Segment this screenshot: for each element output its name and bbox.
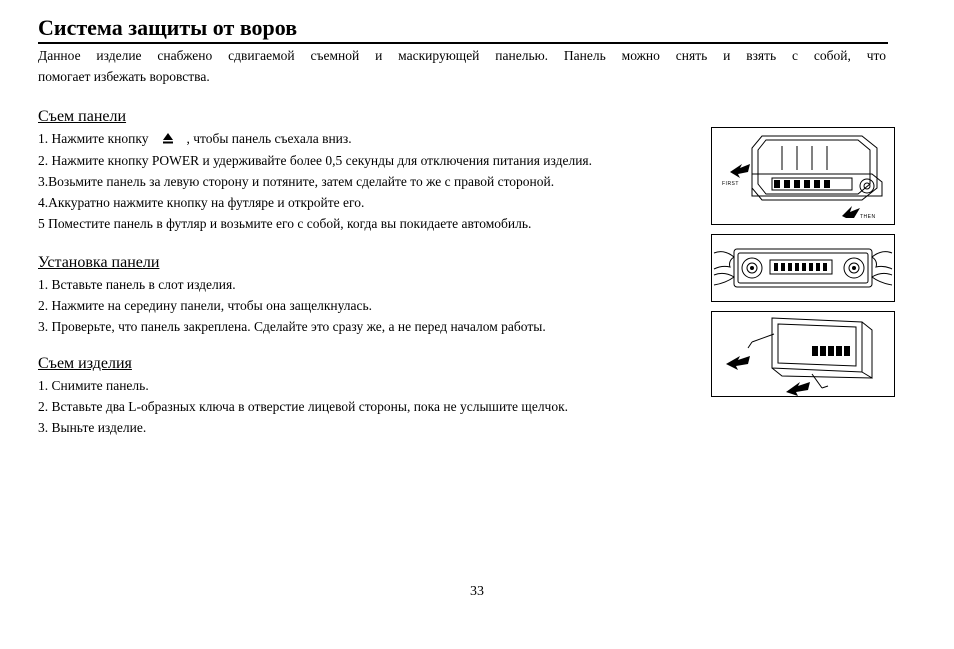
section-unit-removal xyxy=(38,353,568,438)
step-3: 3. Выньте изделие. xyxy=(38,420,147,435)
section-heading: Съем изделия xyxy=(38,355,132,372)
arrow-left-icon xyxy=(786,382,810,396)
figure-panel-removal xyxy=(711,127,895,225)
page-number: 33 xyxy=(470,584,484,599)
section-heading: Съем панели xyxy=(38,108,127,125)
step-3: 3. Проверьте, что панель закреплена. Сделайте это сразу же, а не перед началом работы. xyxy=(38,319,546,334)
section-panel-install xyxy=(38,252,546,337)
figure-panel-install xyxy=(711,234,895,302)
panel-removal-illustration xyxy=(712,128,894,224)
step-2: 2. Вставьте два L-образных ключа в отверстие лицевой стороны, пока не услышите щелчок. xyxy=(38,399,569,414)
intro-paragraph xyxy=(38,45,886,87)
step-2: 2. Нажмите на середину панели, чтобы она защелкнулась. xyxy=(38,298,373,313)
title-underline xyxy=(38,42,888,44)
panel-install-illustration xyxy=(712,235,894,301)
step-1: 1. Вставьте панель в слот изделия. xyxy=(38,277,236,292)
eject-icon xyxy=(162,129,174,150)
arrow-left-icon xyxy=(726,356,750,370)
figure-unit-removal xyxy=(711,311,895,397)
section-heading: Установка панели xyxy=(38,254,160,271)
step-1 xyxy=(38,128,592,150)
figure-label-then: THEN xyxy=(860,214,876,220)
page-title: Система защиты от воров xyxy=(38,15,298,40)
step-1-text-after: , чтобы панель съехала вниз. xyxy=(186,131,352,146)
step-5: 5 Поместите панель в футляр и возьмите его с собой, когда вы покидаете автомобиль. xyxy=(38,216,532,231)
intro-line-2: помогает избежать воровства. xyxy=(38,69,210,84)
step-3: 3.Возьмите панель за левую сторону и потяните, затем сделайте то же с правой стороной. xyxy=(38,174,555,189)
section-panel-removal xyxy=(38,106,592,234)
step-1: 1. Снимите панель. xyxy=(38,378,149,393)
arrow-left-icon xyxy=(730,164,750,178)
figure-label-first: FIRST xyxy=(722,181,739,187)
step-2: 2. Нажмите кнопку POWER и удерживайте более 0,5 секунды для отключения питания изделия. xyxy=(38,153,593,168)
step-1-text-before: 1. Нажмите кнопку xyxy=(38,131,149,146)
unit-removal-illustration xyxy=(712,312,894,396)
step-4: 4.Аккуратно нажмите кнопку на футляре и откройте его. xyxy=(38,195,365,210)
arrow-down-right-icon xyxy=(842,206,860,218)
intro-line-1: Данное изделие снабжено сдвигаемой съемной и маскирующей панелью. Панель можно снять и взять с собой, что xyxy=(38,48,886,63)
